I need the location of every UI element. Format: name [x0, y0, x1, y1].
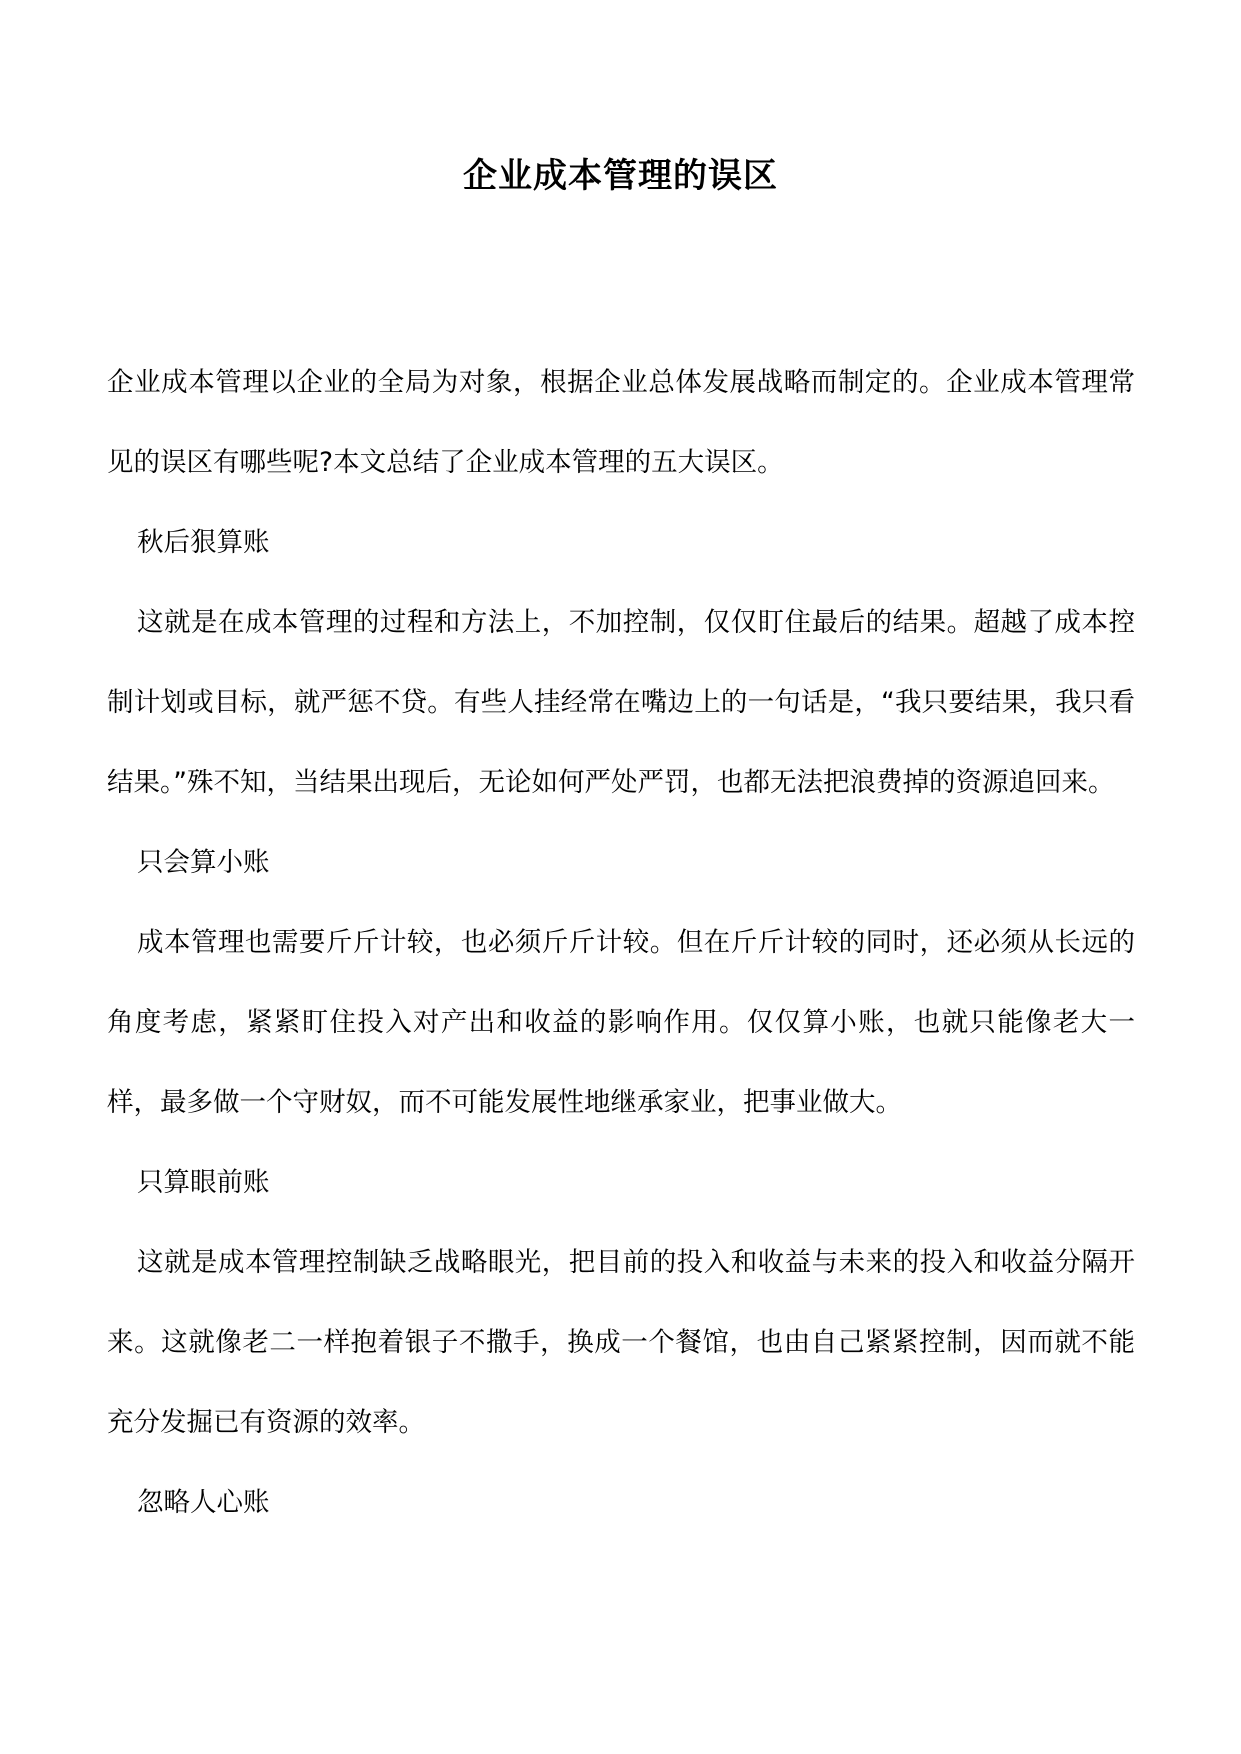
section-paragraph-1: 这就是在成本管理的过程和方法上，不加控制，仅仅盯住最后的结果。超越了成本控制计划或目标，就严惩不贷。有些人挂经常在嘴边上的一句话是，“我只要结果，我只看结果。”殊不知，当结果出现后，无论如何严处严罚，也都无法把浪费掉的资源追回来。 — [107, 607, 1135, 798]
section-heading-2: 只会算小账 — [137, 847, 270, 878]
section-heading-1: 秋后狠算账 — [137, 527, 270, 558]
section-heading-3: 只算眼前账 — [137, 1167, 270, 1198]
section-paragraph-3: 这就是成本管理控制缺乏战略眼光，把目前的投入和收益与未来的投入和收益分隔开来。这就像老二一样抱着银子不撒手，换成一个餐馆，也由自己紧紧控制，因而就不能充分发掘已有资源的效率。 — [107, 1247, 1135, 1438]
section-heading-4: 忽略人心账 — [137, 1487, 270, 1518]
document-title: 企业成本管理的误区 — [463, 156, 778, 196]
section-paragraph-2: 成本管理也需要斤斤计较，也必须斤斤计较。但在斤斤计较的同时，还必须从长远的角度考虑，紧紧盯住投入对产出和收益的影响作用。仅仅算小账，也就只能像老大一样，最多做一个守财奴，而不可能发展性地继承家业，把事业做大。 — [107, 927, 1135, 1118]
intro-paragraph: 企业成本管理以企业的全局为对象，根据企业总体发展战略而制定的。企业成本管理常见的误区有哪些呢?本文总结了企业成本管理的五大误区。 — [107, 367, 1135, 478]
document-body — [107, 343, 1135, 1543]
